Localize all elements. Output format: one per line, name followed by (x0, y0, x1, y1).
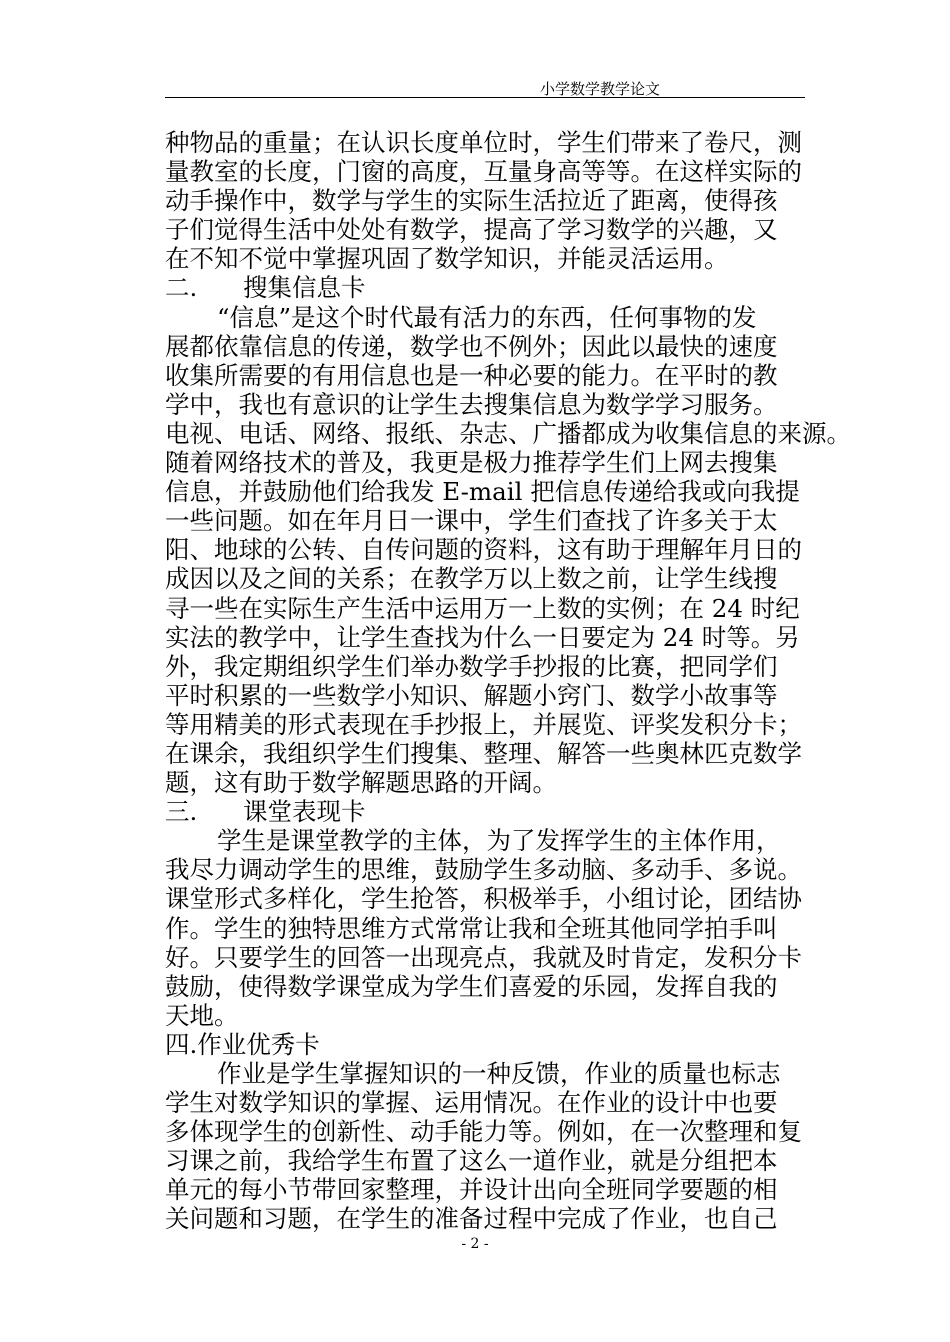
paragraph-line: 成因以及之间的关系；在教学万以上数之前，让学生线搜 (165, 564, 778, 594)
paragraph-line: 多体现学生的创新性、动手能力等。例如，在一次整理和复 (165, 1117, 802, 1147)
paragraph-line: 学中，我也有意识的让学生去搜集信息为数学学习服务。 (165, 389, 778, 419)
paragraph-line: 实法的教学中，让学生查找为什么一日要定为 24 时等。另 (165, 622, 800, 652)
paragraph-line: 种物品的重量；在认识长度单位时，学生们带来了卷尺，测 (165, 128, 802, 157)
paragraph-line: 量教室的长度，门窗的高度，互量身高等等。在这样实际的 (165, 157, 802, 187)
paragraph-line: 动手操作中，数学与学生的实际生活拉近了距离，使得孩 (165, 186, 778, 216)
section-number: 二. (165, 273, 198, 303)
paragraph-line: 作业是学生掌握知识的一种反馈，作业的质量也标志 (217, 1059, 781, 1088)
paragraph-line: 单元的每小节带回家整理，并设计出向全班同学要题的相 (165, 1175, 778, 1205)
paragraph-line: “信息”是这个时代最有活力的东西，任何事物的发 (217, 302, 757, 332)
paragraph-line: 题，这有助于数学解题思路的开阔。 (165, 768, 557, 798)
paragraph-line: 信息，并鼓励他们给我发 E-mail 把信息传递给我或向我提 (165, 477, 800, 507)
paragraph-line: 子们觉得生活中处处有数学，提高了学习数学的兴趣，又 (165, 215, 778, 245)
section-title: 搜集信息卡 (243, 273, 366, 303)
paragraph-line: 外，我定期组织学生们举办数学手抄报的比赛，把同学们 (165, 651, 778, 681)
paragraph-line: 关问题和习题，在学生的准备过程中完成了作业，也自己 (165, 1204, 778, 1234)
paragraph-line: 好。只要学生的回答一出现亮点，我就及时肯定，发积分卡 (165, 942, 802, 972)
paragraph-line: 我尽力调动学生的思维，鼓励学生多动脑、多动手、多说。 (165, 855, 802, 885)
paragraph-line: 寻一些在实际生产生活中运用万一上数的实例；在 24 时纪 (165, 593, 800, 623)
paragraph-line: 在不知不觉中掌握巩固了数学知识，并能灵活运用。 (165, 244, 729, 274)
paragraph-line: 学生是课堂教学的主体，为了发挥学生的主体作用， (217, 826, 781, 856)
running-header-title: 小学数学教学论文 (540, 80, 661, 98)
paragraph-line: 课堂形式多样化，学生抢答，积极举手，小组讨论，团结协 (165, 884, 802, 914)
paragraph-line: 随着网络技术的普及，我更是极力推荐学生们上网去搜集 (165, 448, 778, 478)
paragraph-line: 学生对数学知识的掌握、运用情况。在作业的设计中也要 (165, 1088, 778, 1118)
paragraph-line: 鼓励，使得数学课堂成为学生们喜爱的乐园，发挥自我的 (165, 971, 778, 1001)
paragraph-line: 平时积累的一些数学小知识、解题小窍门、数学小故事等 (165, 680, 778, 710)
paragraph-line: 电视、电话、网络、报纸、杂志、广播都成为收集信息的来源。 (165, 418, 851, 448)
paragraph-line: 等用精美的形式表现在手抄报上，并展览、评奖发积分卡； (165, 709, 802, 739)
paragraph-line: 阳、地球的公转、自传问题的资料，这有助于理解年月日的 (165, 535, 802, 565)
section-heading-2 (165, 273, 805, 302)
section-heading-3 (165, 797, 805, 826)
section-heading-4: 四.作业优秀卡 (165, 1029, 320, 1059)
paragraph-line: 作。学生的独特思维方式常常让我和全班其他同学拍手叫 (165, 913, 778, 943)
section-title: 课堂表现卡 (243, 797, 366, 827)
page-number: - 2 - (461, 1236, 489, 1252)
header-rule (165, 97, 805, 98)
paragraph-line: 一些问题。如在年月日一课中，学生们查找了许多关于太 (165, 506, 778, 536)
paragraph-line: 展都依靠信息的传递，数学也不例外；因此以最快的速度 (165, 331, 778, 361)
paragraph-line: 习课之前，我给学生布置了这么一道作业，就是分组把本 (165, 1146, 778, 1176)
section-number: 三. (165, 797, 198, 827)
page-body (165, 128, 851, 1234)
paragraph-line: 在课余，我组织学生们搜集、整理、解答一些奥林匹克数学 (165, 738, 802, 768)
paragraph-line: 收集所需要的有用信息也是一种必要的能力。在平时的教 (165, 360, 778, 390)
paragraph-line: 天地。 (165, 1000, 239, 1030)
